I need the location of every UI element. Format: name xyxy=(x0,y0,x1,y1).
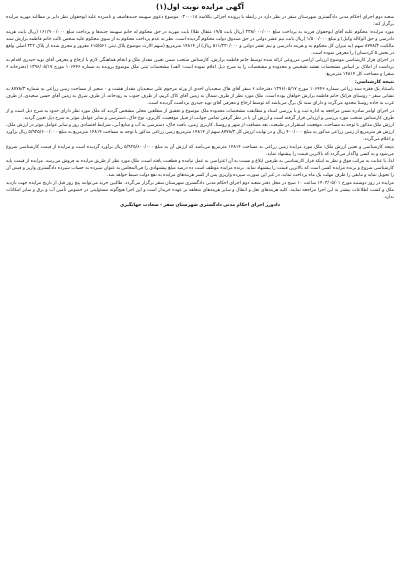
section-heading: نتیجه کارشناسی: xyxy=(354,79,394,85)
paragraph-4: در اجرای اوامر صادره ضمن مراجعه به اداره ثبت و با بررسی اسناد و مطابقت مشخصات محدوده ملک موضوع و تحقیق از مطلعین محلی مشخص گردید که ملک مورد نظر دارای حدود به شرح ذیل است و از طرف کارشناس منتخب مورد بررسی و ارزیابی قرار گرفته است و ارزش آن با در نظر گرفتن تمامی جوانب از قبیل موقعیت، کاربری، نوع خاک، دسترسی و سایر عوامل موثر به شرح ذیل تعیین گردید. xyxy=(6,108,394,121)
paragraph-3: باستناد یک فقره سند زراعی شماره ۱۰۶۴۴۶ مورخ ۱۳۹۶/۰۵/۱۷ دفترخانه ۶ سقز آقای هاک سعیدیان احدی از ورثه مرحوم علی سعیدیان مقدار هشت و ۰ شعیر از مساحت زمین زراعی به شماره ۸۷۷۸/۳ به نشانی سقز - روستای فرانک خانم فاطمه بزارش خواهان بوده است. ملک مورد نظر از طرف شمال به زمین آقای کاک کریم، از طرف جنوب به رودخانه، از طرف شرق به زمین آقای حسن سعیدی، از طرف غرب به جاده روستا محدود می‌گردد و دارای سند تک برگ می‌باشد که توسط ارجاع و معرفی آقای نوید حیدری برداشت گردیده است. xyxy=(6,87,394,107)
paragraph-6: نتیجه کارشناسی و تعیین ارزش ملک: ملک مورد مزایده زمین زراعی به مساحت ۱۴۸۱۴ مترمربع می‌باشد که ارزش آن به مبلغ ۵/۹۲۵/۶۰۰/۰۰۰ ریال برآورد گردیده است و مزایده از قیمت کارشناسی شروع می‌شود و به کسی واگذار می‌گردد که بالاترین قیمت را پیشنهاد نماید. xyxy=(6,144,394,157)
intro-paragraph: شعبه دوم اجرای احکام مدنی دادگستری شهرستان سقز در نظر دارد در رابطه با پرونده اجرائی بکلاسه ۰۳۰۰۰۱۸ موضوع دعوی سهیمه جنبه‌هاشف و نامبرده علیه ابوحفوان نظر دایر بر مطالبه مهریه مزایده برگزار کند: xyxy=(6,15,394,28)
paragraph-2: در اجرای قرار کارشناسی موضوع ارزیابی اراضی مزروعی ارائه شده توسط خانم فاطمه بزارش، کارشناس منتخب ضمن تعیین مقدار ملک و انجام هماهنگی لازم با ارجاع و معرفی آقای نوید حیدری اقدام به برداشت از املاک بر اساس مشخصات نقشه تشخیص و محدوده و مشخصات را به شرح ذیل اعلام نموده است: الف) مشخصات ثبتی ملک موضوع پرونده به شماره ۱۰۶۴۴۶ مورخ ۱۳۹۶/۰۵/۱۷ (دفترخانه ۶ سقز) و مساحت کل ۱۴۸۱۴ مترمربع. xyxy=(6,58,394,78)
signature-line: دادورز اجرای احکام مدنی دادگستری شهرستان سقز - سعادت جهانگیری xyxy=(120,202,280,208)
notice-title: آگهی مزایده نوبت اول(۱) xyxy=(156,3,244,11)
paragraph-8: مزایده در روز دوشنبه مورخ ۱۴۰۳/۰۵/۰۱ ساعت ۱۰ صبح در محل دفتر شعبه دوم اجرای احکام مدنی دادگستری شهرستان سقز برگزار می‌گردد. طالبین خرید می‌توانند پنج روز قبل از تاریخ مزایده جهت بازدید ملک و کسب اطلاعات بیشتر به این اجرا مراجعه نمایند. کلیه هزینه‌های نقل و انتقال و سایر هزینه‌های متعلقه بر عهده خریدار است و این اجرا هیچ‌گونه مسئولیتی در خصوص تأمین آب و برق و سایر امکانات ندارد. xyxy=(6,180,394,200)
paragraph-5: ارزش ملک مذکور با توجه به مساحت، موقعیت استقرار در طبیعت، بعد مسافت از شهر و روستا، کاربری زمین، بافت خاک، دسترسی به آب و منابع آبی، شرایط اقتصادی روز و سایر عوامل موثر در ارزش ملک، ارزش هر مترمربع از زمین زراعی مذکور به مبلغ ۴۰۰/۰۰۰ ریال و در نهایت ارزش کل ۸۷۷۸/۳ سهم از ۱۴۸۱۴ مترمربع زمین زراعی مذکور با توجه به مساحت ۱۴۸۱۴ مترمربع به مبلغ ۵/۹۲۵/۶۰۰/۰۰۰ ریال برآورد و اعلام می‌گردد. xyxy=(6,123,395,143)
paragraph-7: لذا، با عنایت به مراتب فوق و نظر به اینکه قرار کارشناسی به طرفین ابلاغ و نسبت به آن اعتراضی به عمل نیامده و قطعیت یافته است، ملک مورد نظر از طریق مزایده به فروش می‌رسد. مزایده از قیمت پایه کارشناسی شروع و برنده مزایده کسی است که بالاترین قیمت را پیشنهاد نماید. برنده مزایده موظف است ده درصد مبلغ پیشنهادی را فی‌المجلس به عنوان سپرده به حساب سپرده دادگستری واریز و فیش آن را تحویل نماید و مابقی را ظرف مهلت یک ماه پرداخت نماید، در غیر این صورت سپرده واریزی پس از کسر هزینه‌های مزایده به نفع دولت ضبط خواهد شد. xyxy=(6,159,394,179)
paragraph-1: مورد مزایده: محکوم علیه آقای ابوحفوان فرزند به پرداخت مبلغ ۲۳۸/۰۰۰/۰۰۰ (ریال بابت ۱۹/۵ مثقال طلا) بابت مهریه در حق محکوم له خانم سهیمه جنبه‌ها و پرداخت مبلغ ۱۶۱/۹۰۰/۰۰۰ (ریال بابت هزینه دادرسی و حق الوکاله وکیل) و مبلغ ۱/۵۰۰/۰۰۰ (ریال بابت نیم عشر دولتی در حق صندوق دولت محکوم گردیده است. نظر به عدم پرداخت محکوم به از سوی محکوم علیه شخص ثالث خانم فاطمه بزارش سند مالکیت ۸۷۷۸/۳ سهم (به میزان کل محکوم به و هزینه دادرسی و نیم عشر دولتی و ۵۱۱/۲۳۰/۰۰۰ ریال) از ۱۴۸۱۴ مترمربع (سهم الارث موضوع پلاک ثبتی ۶۱۵/۵۶۱ مفروز و مجزی شده از پلاک ۳۲۲ اصلی واقع در بخش ۵ کردستان) را معرفی نموده است. xyxy=(6,29,395,56)
